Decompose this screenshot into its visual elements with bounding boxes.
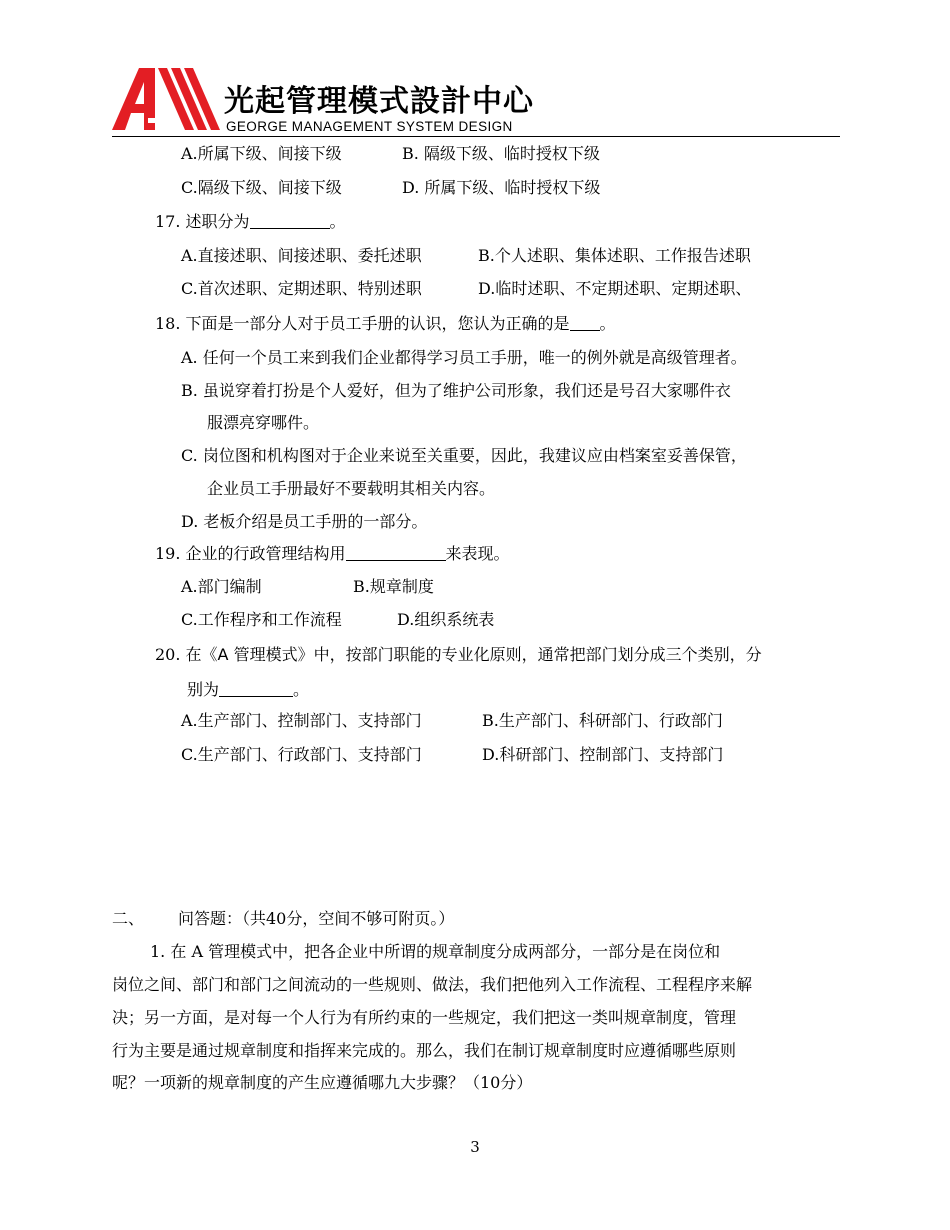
q16-option-c: C.隔级下级、间接下级: [181, 178, 342, 197]
q20-model-name: A 管理模式: [217, 645, 298, 664]
company-logo-icon: [112, 66, 222, 132]
q20-stem-end: 。: [293, 680, 310, 699]
q16-option-a: A.所属下级、间接下级: [181, 144, 342, 163]
q20-option-c: C.生产部门、行政部门、支持部门: [181, 745, 422, 764]
q18-answer-blank[interactable]: [570, 314, 600, 331]
q18-option-c-line2: 企业员工手册最好不要载明其相关内容。: [207, 479, 496, 498]
q20-stem-line1: [155, 642, 762, 665]
q18-option-b-line2: 服漂亮穿哪件。: [207, 413, 320, 432]
header-divider: [112, 136, 840, 137]
q19-answer-blank[interactable]: [346, 544, 446, 561]
q18-stem-text: 18. 下面是一部分人对于员工手册的认识，您认为正确的是: [155, 314, 570, 333]
q20-stem-rest: 》中，按部门职能的专业化原则，通常把部门划分成三个类别，分: [297, 645, 762, 664]
essay1-line2: 岗位之间、部门和部门之间流动的一些规则、做法，我们把他列入工作流程、工程程序来解: [112, 975, 753, 994]
q17-option-c: C.首次述职、定期述职、特别述职: [181, 279, 422, 298]
q18-stem: [155, 311, 616, 334]
essay1-line3: 决；另一方面，是对每一个人行为有所约束的一些规定，我们把这一类叫规章制度，管理: [112, 1008, 737, 1027]
q17-option-d: D.临时述职、不定期述职、定期述职、: [478, 279, 752, 298]
q19-option-c: C.工作程序和工作流程: [181, 610, 342, 629]
q18-option-c-line1: C. 岗位图和机构图对于企业来说至关重要，因此，我建议应由档案室妥善保管，: [181, 446, 747, 465]
q20-stem-line2: [187, 677, 309, 700]
q18-stem-end: 。: [599, 314, 616, 333]
q16-option-b: B. 隔级下级、临时授权下级: [402, 144, 600, 163]
q17-stem: [155, 209, 346, 232]
q20-option-d: D.科研部门、控制部门、支持部门: [482, 745, 724, 764]
q19-stem: [155, 541, 510, 564]
q19-stem-end: 来表现。: [445, 544, 510, 563]
section2-title: 问答题：（共40分，空间不够可附页。）: [178, 909, 455, 928]
q20-option-b: B.生产部门、科研部门、行政部门: [482, 711, 723, 730]
essay1-line1: 1. 在 A 管理模式中，把各企业中所谓的规章制度分成两部分，一部分是在岗位和: [150, 942, 721, 961]
q17-option-b: B.个人述职、集体述职、工作报告述职: [478, 246, 751, 265]
q20-stem-line2-text: 别为: [187, 680, 220, 699]
page-number: 3: [470, 1138, 480, 1156]
essay1-line5: 呢？一项新的规章制度的产生应遵循哪九大步骤？（10分）: [112, 1073, 533, 1092]
q20-answer-blank[interactable]: [219, 680, 293, 697]
q17-option-a: A.直接述职、间接述职、委托述职: [181, 246, 422, 265]
q18-option-d: D. 老板介绍是员工手册的一部分。: [181, 512, 428, 531]
q18-option-b-line1: B. 虽说穿着打扮是个人爱好，但为了维护公司形象，我们还是号召大家哪件衣: [181, 381, 731, 400]
q17-stem-end: 。: [329, 212, 346, 231]
q20-option-a: A.生产部门、控制部门、支持部门: [181, 711, 422, 730]
brand-name-chinese: 光起管理模式設計中心: [224, 84, 534, 119]
section2-number: 二、: [112, 909, 145, 928]
brand-name-english: GEORGE MANAGEMENT SYSTEM DESIGN: [226, 119, 513, 134]
q17-answer-blank[interactable]: [250, 212, 330, 229]
essay1-line4: 行为主要是通过规章制度和指挥来完成的。那么，我们在制订规章制度时应遵循哪些原则: [112, 1041, 737, 1060]
q19-option-d: D.组织系统表: [397, 610, 495, 629]
q19-stem-text: 19. 企业的行政管理结构用: [155, 544, 346, 563]
q19-option-b: B.规章制度: [353, 577, 434, 596]
q16-option-d: D. 所属下级、临时授权下级: [402, 178, 601, 197]
q17-stem-text: 17. 述职分为: [155, 212, 250, 231]
q18-option-a: A. 任何一个员工来到我们企业都得学习员工手册，唯一的例外就是高级管理者。: [181, 348, 747, 367]
q20-stem-num: 20. 在《: [155, 645, 218, 664]
q19-option-a: A.部门编制: [181, 577, 262, 596]
